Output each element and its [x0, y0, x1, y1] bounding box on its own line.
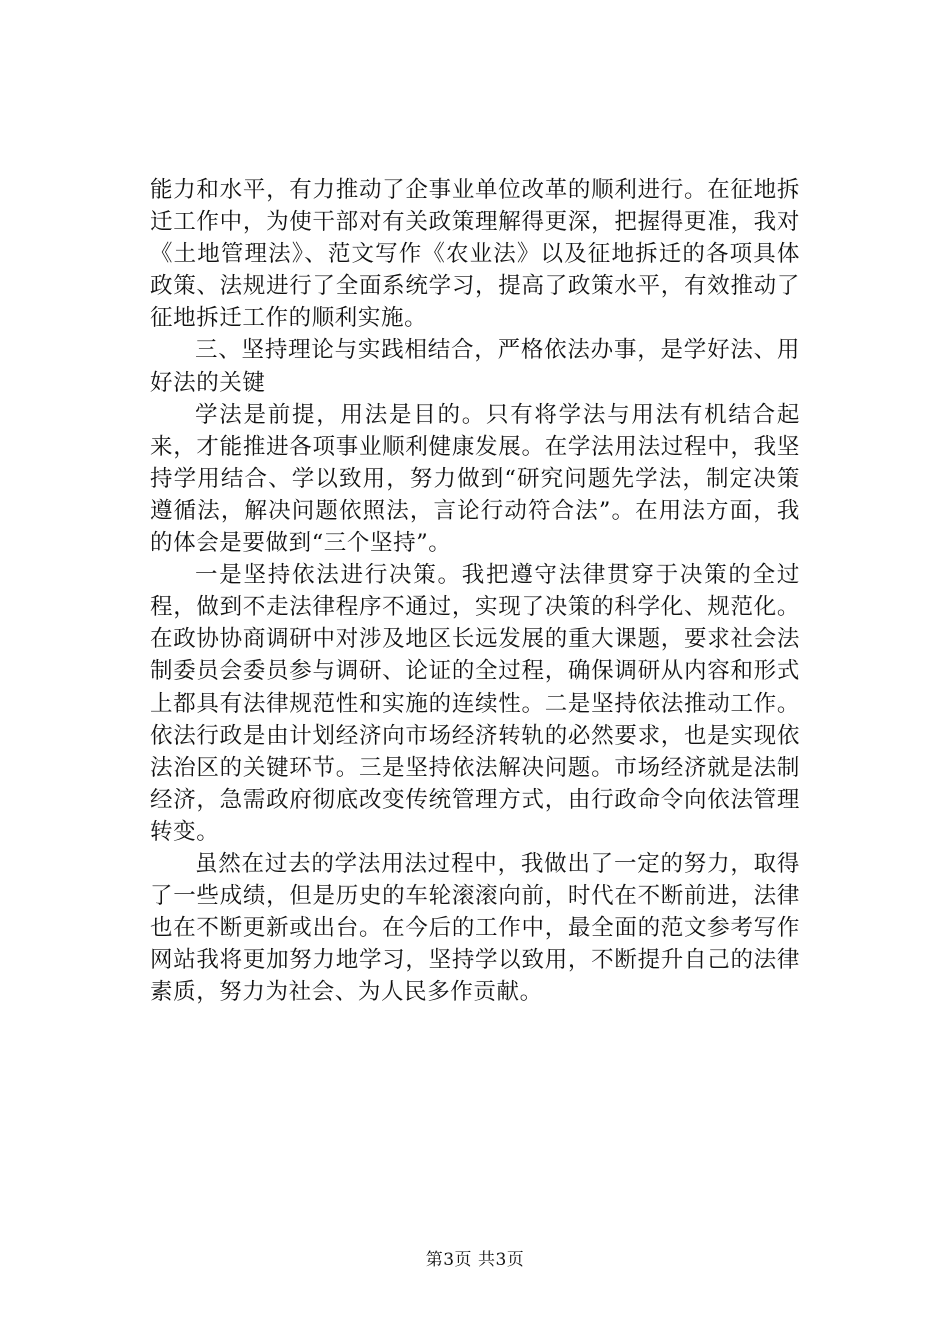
document-body	[150, 174, 800, 1008]
paragraph-2-heading: 三、坚持理论与实践相结合，严格依法办事，是学好法、用好法的关键	[150, 337, 800, 396]
paragraph-4: 一是坚持依法进行决策。我把遵守法律贯穿于决策的全过程，做到不走法律程序不通过，实现了决策的科学化、规范化。在政协协商调研中对涉及地区长远发展的重大课题，要求社会法制委员会委员参与调研、论证的全过程，确保调研从内容和形式上都具有法律规范性和实施的连续性。二是坚持依法推动工作。依法行政是由计划经济向市场经济转轨的必然要求，也是实现依法治区的关键环节。三是坚持依法解决问题。市场经济就是法制经济，急需政府彻底改变传统管理方式，由行政命令向依法管理转变。	[150, 562, 800, 845]
paragraph-3: 学法是前提，用法是目的。只有将学法与用法有机结合起来，才能推进各项事业顺利健康发展。在学法用法过程中，我坚持学用结合、学以致用，努力做到“研究问题先学法，制定决策遵循法，解决问题依照法，言论行动符合法”。在用法方面，我的体会是要做到“三个坚持”。	[150, 401, 800, 557]
paragraph-1: 能力和水平，有力推动了企事业单位改革的顺利进行。在征地拆迁工作中，为使干部对有关政策理解得更深，把握得更准，我对《土地管理法》、范文写作《农业法》以及征地拆迁的各项具体政策、法规进行了全面系统学习，提高了政策水平，有效推动了征地拆迁工作的顺利实施。	[150, 177, 800, 332]
paragraph-5: 虽然在过去的学法用法过程中，我做出了一定的努力，取得了一些成绩，但是历史的车轮滚滚向前，时代在不断前进，法律也在不断更新或出台。在今后的工作中，最全面的范文参考写作网站我将更加努力地学习，坚持学以致用，不断提升自己的法律素质，努力为社会、为人民多作贡献。	[150, 850, 800, 1006]
page-number-footer: 第3页 共3页	[425, 1250, 525, 1270]
